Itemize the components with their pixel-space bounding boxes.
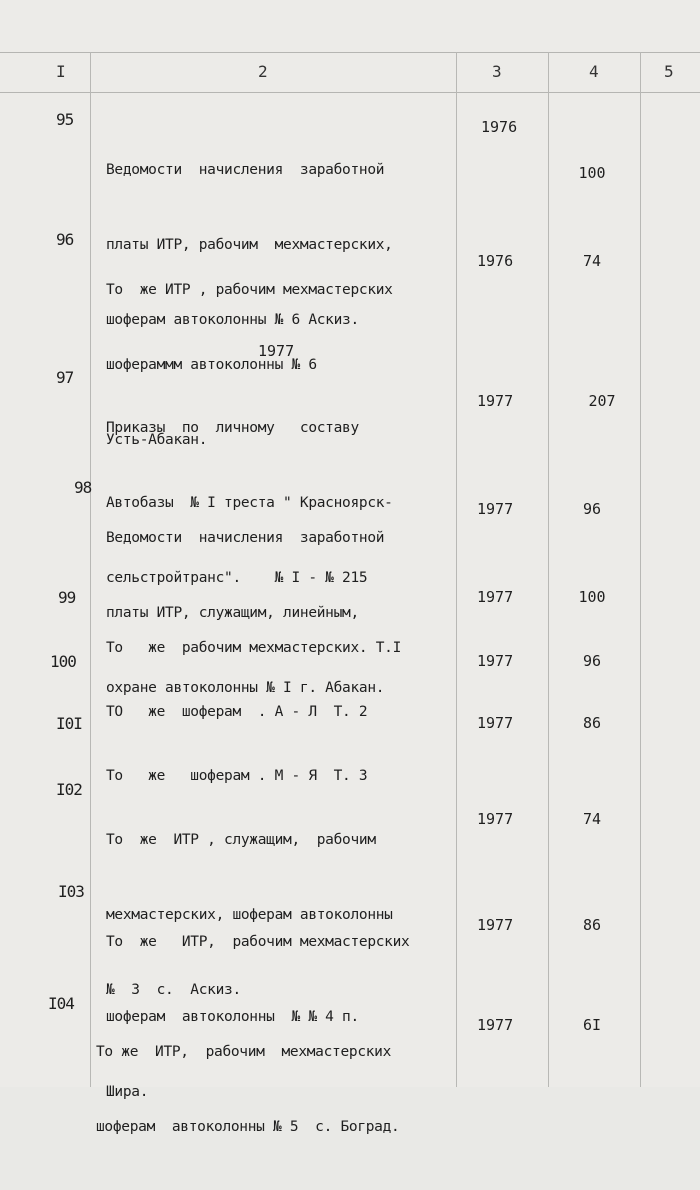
entry-description [96, 990, 466, 1190]
entry-sheets: 86 [582, 916, 602, 934]
description-line: шоферам автоколонны № 6 Аскиз. [106, 312, 359, 328]
description-line: То же шоферам . М - Я Т. 3 [106, 768, 368, 784]
entry-number: I03 [58, 882, 84, 901]
entry-year: 1977 [477, 714, 514, 732]
section-year: 1977 [258, 342, 295, 360]
entry-year: 1977 [477, 500, 514, 518]
entry-sheets: 100 [578, 164, 606, 182]
description-line: ТО же шоферам . А - Л Т. 2 [106, 704, 368, 720]
header-bottom-rule [0, 92, 700, 93]
column-header: 3 [492, 62, 502, 81]
entry-sheets: 96 [582, 500, 602, 518]
description-line: Автобазы № I треста " Красноярск- [106, 495, 393, 511]
description-line: сельстройтранс". № I - № 215 [106, 570, 368, 586]
entry-number: I0I [56, 714, 82, 733]
entry-sheets: 74 [582, 252, 602, 270]
entry-year: 1977 [477, 810, 514, 828]
description-line: То же ИТР, рабочим мехмастерских [96, 1044, 392, 1060]
column-header: 2 [258, 62, 268, 81]
entry-number: 100 [50, 652, 76, 671]
column-divider [548, 52, 549, 1087]
entry-sheets: 207 [588, 392, 616, 410]
entry-number: 98 [74, 478, 92, 497]
entry-year: 1977 [477, 588, 514, 606]
description-line: Шира. [106, 1084, 149, 1100]
column-divider [640, 52, 641, 1087]
entry-number: I04 [48, 994, 74, 1013]
description-line: шоферам автоколонны № № 4 п. [106, 1009, 359, 1025]
entry-year: 1977 [477, 652, 514, 670]
entry-sheets: 6I [582, 1016, 602, 1034]
entry-number: I02 [56, 780, 82, 799]
column-header: 5 [664, 62, 674, 81]
entry-year: 1977 [477, 1016, 514, 1034]
column-header: 4 [589, 62, 599, 81]
entry-number: 99 [58, 588, 76, 607]
description-line: Усть-Абакан. [106, 432, 208, 448]
description-line: То же рабочим мехмастерских. Т.I [106, 640, 402, 656]
description-line: платы ИТР, рабочим мехмастерских, [106, 237, 393, 253]
entry-number: 97 [56, 368, 74, 387]
description-line: шоферам автоколонны № 5 с. Боград. [96, 1119, 400, 1135]
entry-sheets: 74 [582, 810, 602, 828]
description-line: шофераммм автоколонны № 6 [106, 357, 317, 373]
entry-year: 1976 [481, 118, 518, 136]
entry-year: 1977 [477, 392, 514, 410]
description-line: № 3 с. Аскиз. [106, 982, 241, 998]
entry-sheets: 96 [582, 652, 602, 670]
entry-sheets: 86 [582, 714, 602, 732]
entry-sheets: 100 [578, 588, 606, 606]
description-line: Ведомости начисления заработной [106, 530, 385, 546]
entry-year: 1976 [477, 252, 514, 270]
entry-number: 96 [56, 230, 74, 249]
description-line: мехмастерских, шоферам автоколонны [106, 907, 393, 923]
description-line: Приказы по личному составу [106, 420, 359, 436]
entry-year: 1977 [477, 916, 514, 934]
description-line: охране автоколонны № I г. Абакан. [106, 680, 385, 696]
entry-number: 95 [56, 110, 74, 129]
description-line: То же ИТР , рабочим мехмастерских [106, 282, 393, 298]
column-divider [90, 52, 91, 1087]
description-line: Ведомости начисления заработной [106, 162, 385, 178]
description-line: То же ИТР, рабочим мехмастерских [106, 934, 410, 950]
description-line: платы ИТР, служащим, линейным, [106, 605, 359, 621]
table-top-rule [0, 52, 700, 53]
description-line: То же ИТР , служащим, рабочим [106, 832, 376, 848]
column-header: I [56, 62, 66, 81]
